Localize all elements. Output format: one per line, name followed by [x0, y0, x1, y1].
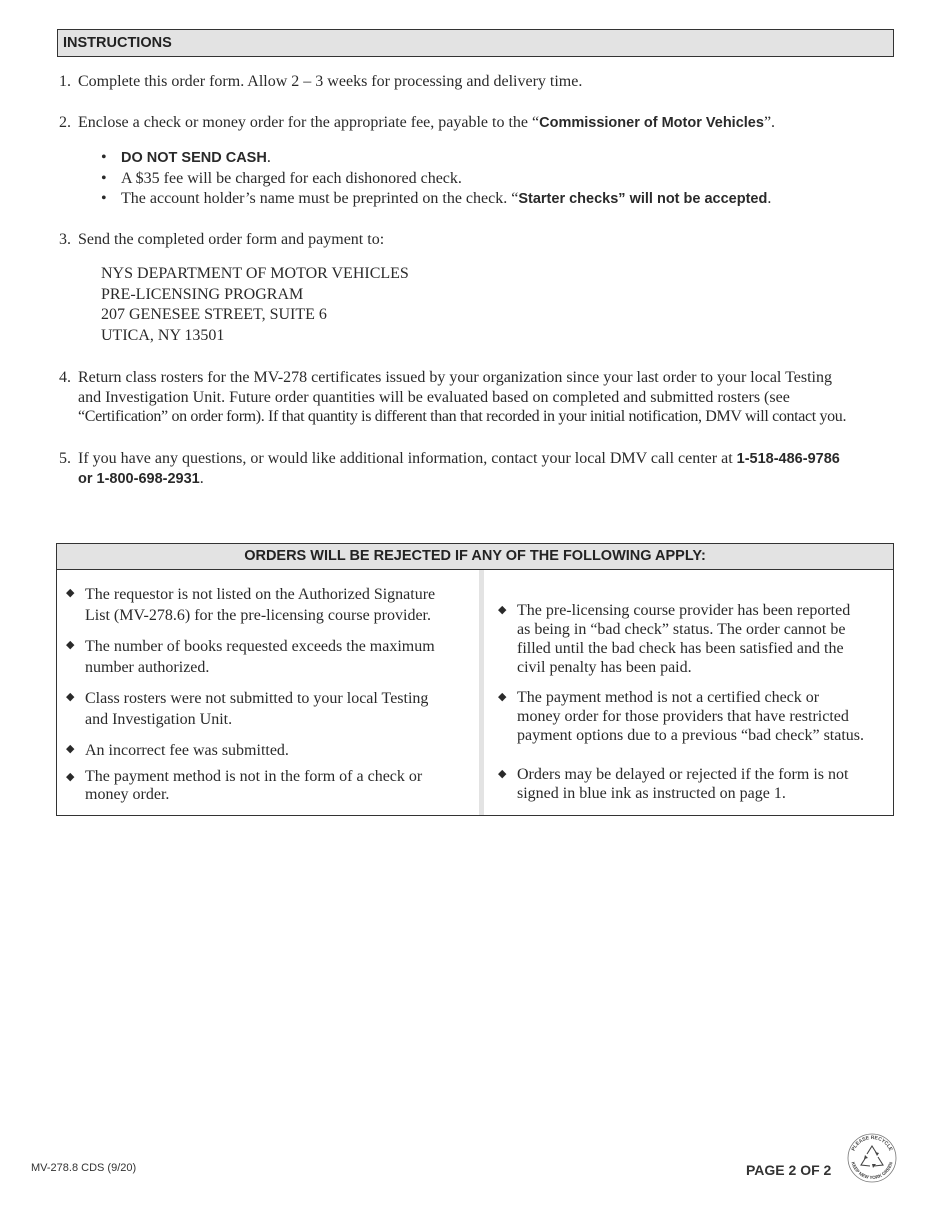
- item-number: 4.: [59, 369, 71, 386]
- rejection-header: ORDERS WILL BE REJECTED IF ANY OF THE FOLLOWING APPLY:: [57, 544, 893, 570]
- rejection-line: The payment method is not a certified check or: [517, 689, 820, 706]
- bullet-text: .: [266, 149, 271, 166]
- phone-number-2: or 1-800-698-2931: [78, 471, 200, 487]
- bullet-item: [101, 169, 771, 190]
- recycle-text-bottom: KEEP NEW YORK GREEN: [850, 1161, 894, 1181]
- rejection-line: payment options due to a previous “bad check” status.: [517, 727, 865, 744]
- bullet-item: [101, 189, 771, 210]
- diamond-bullet-icon: ◆: [66, 587, 75, 599]
- rejection-line: money order.: [85, 786, 170, 803]
- item-text: Complete this order form. Allow 2 – 3 weeks for processing and delivery time.: [78, 73, 583, 90]
- bullet-text: .: [767, 190, 772, 207]
- rejection-line: money order for those providers that have restricted: [517, 708, 849, 725]
- page-number: PAGE 2 OF 2: [746, 1162, 832, 1178]
- diamond-bullet-icon: ◆: [66, 639, 75, 651]
- rejection-item: [57, 688, 428, 730]
- rejection-line: The number of books requested exceeds the maximum: [85, 638, 435, 655]
- rejection-item: [57, 584, 435, 626]
- payment-bullets: [101, 148, 771, 210]
- rejection-item: [57, 740, 289, 761]
- item-number: 1.: [59, 73, 71, 90]
- rejection-line: Class rosters were not submitted to your local Testing: [85, 690, 429, 707]
- diamond-bullet-icon: ◆: [498, 768, 507, 780]
- item-number: 5.: [59, 450, 71, 467]
- item-text-part: .: [199, 470, 204, 487]
- payee-name: Commissioner of Motor Vehicles: [539, 115, 764, 131]
- bullet-item: [101, 148, 771, 169]
- item-text: [78, 368, 846, 427]
- bullet-icon: •: [101, 149, 107, 166]
- address-line: UTICA, NY 13501: [101, 326, 225, 344]
- rejection-line: The pre-licensing course provider has been reported: [517, 602, 851, 619]
- bullet-icon: •: [101, 190, 107, 207]
- mailing-address: [101, 264, 409, 346]
- rejection-line: signed in blue ink as instructed on page 1.: [517, 785, 786, 802]
- diamond-bullet-icon: ◆: [66, 743, 75, 755]
- address-line: NYS DEPARTMENT OF MOTOR VEHICLES: [101, 265, 409, 282]
- bullet-text: The account holder’s name must be preprinted on the check. “: [121, 190, 519, 207]
- rejection-line: number authorized.: [85, 659, 210, 676]
- rejection-item: [489, 688, 864, 745]
- bullet-bold-text: DO NOT SEND CASH: [121, 150, 267, 166]
- item-text-part: If you have any questions, or would like additional information, contact your local DMV call center at: [78, 450, 737, 467]
- rejection-item: [57, 768, 422, 804]
- phone-number-1: 1-518-486-9786: [736, 451, 840, 467]
- item-text-part: Enclose a check or money order for the appropriate fee, payable to the “: [78, 114, 540, 131]
- rejection-line: civil penalty has been paid.: [517, 659, 692, 676]
- rejection-item: [489, 601, 850, 677]
- rejection-item: [489, 765, 848, 803]
- item-text: Send the completed order form and payment to:: [78, 231, 385, 248]
- column-divider: [479, 570, 484, 815]
- diamond-bullet-icon: ◆: [66, 691, 75, 703]
- rejection-item: [57, 636, 435, 678]
- form-id: MV-278.8 CDS (9/20): [31, 1162, 137, 1174]
- rejection-line: List (MV-278.6) for the pre-licensing course provider.: [85, 607, 431, 624]
- rejection-conditions-box: [56, 543, 894, 816]
- bullet-bold-text: Starter checks” will not be accepted: [518, 191, 768, 207]
- address-line: PRE-LICENSING PROGRAM: [101, 285, 304, 303]
- bullet-icon: •: [101, 169, 107, 187]
- rejection-line: An incorrect fee was submitted.: [85, 742, 289, 759]
- recycle-outer-ring: [848, 1134, 896, 1182]
- instructions-header: INSTRUCTIONS: [57, 29, 894, 57]
- item-number: 2.: [59, 114, 71, 131]
- item-line: “Certification” on order form). If that quantity is different than that recorded in your initial notification, DMV will contact you.: [78, 408, 847, 425]
- item-number: 3.: [59, 231, 71, 248]
- rejection-line: filled until the bad check has been satisfied and the: [517, 640, 844, 657]
- diamond-bullet-icon: ◆: [498, 604, 507, 616]
- item-text: [78, 449, 840, 489]
- diamond-bullet-icon: ◆: [66, 771, 75, 783]
- item-line: Return class rosters for the MV-278 certificates issued by your organization since your last order to your local Testing: [78, 369, 832, 386]
- recycle-logo-icon: [846, 1132, 898, 1184]
- bullet-text: A $35 fee will be charged for each dishonored check.: [121, 169, 462, 187]
- address-line: 207 GENESEE STREET, SUITE 6: [101, 306, 327, 323]
- recycle-text-top: PLEASE RECYCLE: [850, 1134, 894, 1153]
- recycle-arrows: [861, 1146, 883, 1166]
- item-text-part: ”.: [763, 114, 776, 131]
- rejection-line: The requestor is not listed on the Authorized Signature: [85, 586, 436, 603]
- rejection-line: and Investigation Unit.: [85, 711, 233, 728]
- diamond-bullet-icon: ◆: [498, 691, 507, 703]
- rejection-line: as being in “bad check” status. The order cannot be: [517, 621, 846, 638]
- rejection-line: The payment method is not in the form of a check or: [85, 768, 423, 785]
- item-line: and Investigation Unit. Future order quantities will be evaluated based on completed and submitted rosters (see: [78, 388, 790, 406]
- rejection-line: Orders may be delayed or rejected if the form is not: [517, 766, 849, 783]
- item-text: [78, 113, 775, 133]
